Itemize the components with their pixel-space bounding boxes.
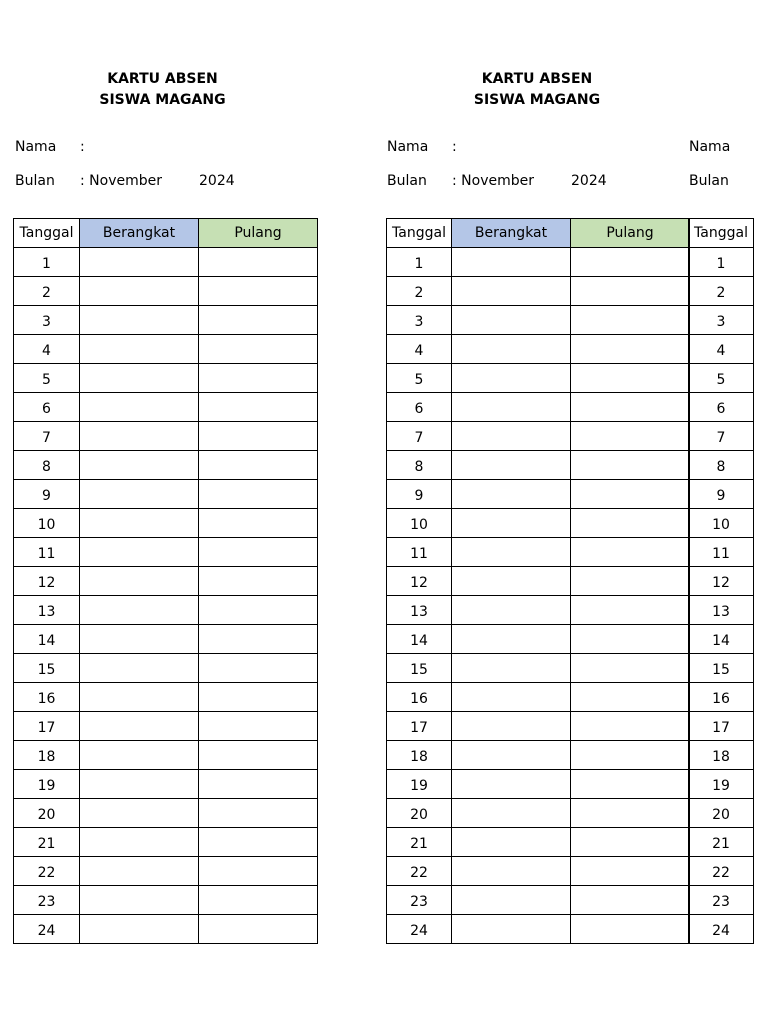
card2-title-line1: KARTU ABSEN [481,71,593,87]
berangkat-cell[interactable] [80,886,199,915]
table-row [14,451,318,480]
date-cell: 15 [689,654,754,683]
table-row [14,538,318,567]
date-cell: 21 [14,828,80,857]
table-row [689,422,754,451]
berangkat-cell[interactable] [452,451,571,480]
pulang-cell[interactable] [571,799,690,828]
berangkat-cell[interactable] [80,654,199,683]
table-row [387,422,690,451]
berangkat-cell[interactable] [452,857,571,886]
date-cell: 22 [387,857,452,886]
table-row [14,828,318,857]
table-row [387,828,690,857]
berangkat-cell[interactable] [452,683,571,712]
berangkat-cell[interactable] [80,480,199,509]
pulang-cell[interactable] [571,567,690,596]
date-cell: 7 [689,422,754,451]
card2-title [442,69,632,111]
pulang-cell[interactable] [571,451,690,480]
date-cell: 2 [689,277,754,306]
date-cell: 13 [387,596,452,625]
pulang-cell[interactable] [571,741,690,770]
date-cell: 4 [387,335,452,364]
table-row [689,480,754,509]
header-berangkat: Berangkat [80,219,199,248]
date-cell: 21 [689,828,754,857]
table-row [387,393,690,422]
date-cell: 7 [387,422,452,451]
table-row [689,741,754,770]
date-cell: 1 [14,248,80,277]
date-cell: 4 [689,335,754,364]
pulang-cell[interactable] [199,712,318,741]
date-cell: 19 [387,770,452,799]
table-row [387,248,690,277]
berangkat-cell[interactable] [452,654,571,683]
pulang-cell[interactable] [571,770,690,799]
date-cell: 12 [689,567,754,596]
table-row [689,248,754,277]
pulang-cell[interactable] [571,393,690,422]
table-row [14,480,318,509]
berangkat-cell[interactable] [452,335,571,364]
pulang-cell[interactable] [571,654,690,683]
berangkat-cell[interactable] [452,364,571,393]
table-row [387,335,690,364]
pulang-cell[interactable] [571,712,690,741]
table-row [689,886,754,915]
header-pulang: Pulang [571,219,690,248]
pulang-cell[interactable] [571,596,690,625]
table-row [689,335,754,364]
table-row [387,683,690,712]
berangkat-cell[interactable] [80,799,199,828]
berangkat-cell[interactable] [452,741,571,770]
table-row [14,422,318,451]
pulang-cell[interactable] [571,480,690,509]
date-cell: 17 [14,712,80,741]
header-berangkat: Berangkat [452,219,571,248]
table-row [689,306,754,335]
pulang-cell[interactable] [571,857,690,886]
date-cell: 15 [14,654,80,683]
table-row [14,625,318,654]
date-cell: 7 [14,422,80,451]
date-cell: 10 [14,509,80,538]
berangkat-cell[interactable] [80,770,199,799]
date-cell: 5 [387,364,452,393]
date-cell: 8 [387,451,452,480]
table-row [689,857,754,886]
table-row [14,393,318,422]
date-cell: 17 [689,712,754,741]
date-cell: 5 [689,364,754,393]
pulang-cell[interactable] [199,799,318,828]
berangkat-cell[interactable] [452,248,571,277]
berangkat-cell[interactable] [80,625,199,654]
pulang-cell[interactable] [199,741,318,770]
table-row [14,886,318,915]
table-row [689,451,754,480]
date-cell: 16 [689,683,754,712]
pulang-cell[interactable] [199,422,318,451]
table-row [689,538,754,567]
card3-bulan-label: Bulan [689,173,729,189]
table-row [387,712,690,741]
berangkat-cell[interactable] [452,625,571,654]
berangkat-cell[interactable] [452,480,571,509]
pulang-cell[interactable] [199,509,318,538]
date-cell: 14 [387,625,452,654]
pulang-cell[interactable] [571,683,690,712]
date-cell: 20 [14,799,80,828]
table-row [14,509,318,538]
table-row [14,248,318,277]
berangkat-cell[interactable] [452,277,571,306]
date-cell: 13 [14,596,80,625]
berangkat-cell[interactable] [452,422,571,451]
pulang-cell[interactable] [199,828,318,857]
date-cell: 17 [387,712,452,741]
card2-bulan-value: : November [452,173,534,189]
table-row [689,828,754,857]
table-row [14,857,318,886]
pulang-cell[interactable] [199,567,318,596]
card1-attendance-table [13,218,318,944]
table-row [387,654,690,683]
table-row [387,886,690,915]
card2-year: 2024 [571,173,607,189]
date-cell: 2 [14,277,80,306]
date-cell: 10 [387,509,452,538]
date-cell: 18 [689,741,754,770]
table-row [689,509,754,538]
pulang-cell[interactable] [199,857,318,886]
date-cell: 23 [14,886,80,915]
berangkat-cell[interactable] [452,915,571,944]
table-row [689,712,754,741]
date-cell: 3 [689,306,754,335]
date-cell: 23 [689,886,754,915]
pulang-cell[interactable] [571,422,690,451]
date-cell: 16 [387,683,452,712]
header-pulang: Pulang [199,219,318,248]
table-row [689,567,754,596]
date-cell: 6 [14,393,80,422]
berangkat-cell[interactable] [452,567,571,596]
table-row [14,306,318,335]
table-row [14,277,318,306]
table-row [14,770,318,799]
pulang-cell[interactable] [199,306,318,335]
table-row [387,364,690,393]
berangkat-cell[interactable] [80,828,199,857]
table-row [387,538,690,567]
date-cell: 19 [14,770,80,799]
berangkat-cell[interactable] [80,915,199,944]
pulang-cell[interactable] [571,509,690,538]
table-row [387,625,690,654]
berangkat-cell[interactable] [452,393,571,422]
berangkat-cell[interactable] [80,393,199,422]
pulang-cell[interactable] [199,393,318,422]
table-row [689,683,754,712]
berangkat-cell[interactable] [452,712,571,741]
pulang-cell[interactable] [199,654,318,683]
pulang-cell[interactable] [199,683,318,712]
berangkat-cell[interactable] [80,277,199,306]
table-row [689,393,754,422]
card3-nama-label: Nama [689,139,731,155]
date-cell: 8 [14,451,80,480]
berangkat-cell[interactable] [452,886,571,915]
berangkat-cell[interactable] [80,422,199,451]
berangkat-cell[interactable] [452,596,571,625]
date-cell: 12 [14,567,80,596]
berangkat-cell[interactable] [80,712,199,741]
berangkat-cell[interactable] [80,683,199,712]
table-row [14,741,318,770]
berangkat-cell[interactable] [452,306,571,335]
card3-attendance-table [688,218,754,944]
table-row [387,857,690,886]
card2-attendance-table [386,218,690,944]
table-row [14,712,318,741]
date-cell: 12 [387,567,452,596]
berangkat-cell[interactable] [80,741,199,770]
pulang-cell[interactable] [199,625,318,654]
berangkat-cell[interactable] [80,451,199,480]
table-row [689,770,754,799]
berangkat-cell[interactable] [80,335,199,364]
pulang-cell[interactable] [199,277,318,306]
pulang-cell[interactable] [199,451,318,480]
table-row [14,654,318,683]
pulang-cell[interactable] [571,248,690,277]
date-cell: 24 [14,915,80,944]
table-row [689,654,754,683]
header-tanggal: Tanggal [689,219,754,248]
date-cell: 22 [689,857,754,886]
date-cell: 1 [387,248,452,277]
table-row [387,915,690,944]
card1-year: 2024 [199,173,235,189]
date-cell: 9 [689,480,754,509]
date-cell: 11 [14,538,80,567]
table-row [689,596,754,625]
table-row [387,799,690,828]
pulang-cell[interactable] [571,625,690,654]
table-row [387,480,690,509]
table-row [689,799,754,828]
table-row [387,306,690,335]
date-cell: 22 [14,857,80,886]
date-cell: 18 [387,741,452,770]
date-cell: 11 [689,538,754,567]
card1-nama-label: Nama [15,139,57,155]
pulang-cell[interactable] [199,770,318,799]
card1-title-line1: KARTU ABSEN [107,71,218,87]
date-cell: 20 [689,799,754,828]
date-cell: 1 [689,248,754,277]
berangkat-cell[interactable] [80,567,199,596]
card2-title-line2: SISWA MAGANG [473,92,601,108]
pulang-cell[interactable] [199,364,318,393]
pulang-cell[interactable] [199,915,318,944]
pulang-cell[interactable] [199,886,318,915]
date-cell: 14 [14,625,80,654]
berangkat-cell[interactable] [80,538,199,567]
date-cell: 10 [689,509,754,538]
header-tanggal: Tanggal [14,219,80,248]
berangkat-cell[interactable] [80,248,199,277]
date-cell: 11 [387,538,452,567]
table-row [387,770,690,799]
date-cell: 6 [689,393,754,422]
berangkat-cell[interactable] [80,509,199,538]
berangkat-cell[interactable] [80,364,199,393]
date-cell: 6 [387,393,452,422]
berangkat-cell[interactable] [452,509,571,538]
card1-nama-colon: : [80,139,85,155]
table-row [689,625,754,654]
pulang-cell[interactable] [571,364,690,393]
table-row [387,596,690,625]
card2-bulan-label: Bulan [387,173,427,189]
berangkat-cell[interactable] [80,306,199,335]
berangkat-cell[interactable] [452,538,571,567]
pulang-cell[interactable] [571,306,690,335]
table-row [14,596,318,625]
date-cell: 2 [387,277,452,306]
table-row [14,683,318,712]
table-row [387,741,690,770]
berangkat-cell[interactable] [452,828,571,857]
pulang-cell[interactable] [571,915,690,944]
date-cell: 16 [14,683,80,712]
date-cell: 3 [14,306,80,335]
pulang-cell[interactable] [571,886,690,915]
date-cell: 14 [689,625,754,654]
card1-title-line2: SISWA MAGANG [99,92,226,108]
card1-bulan-label: Bulan [15,173,55,189]
date-cell: 23 [387,886,452,915]
date-cell: 24 [387,915,452,944]
card2-nama-colon: : [452,139,457,155]
berangkat-cell[interactable] [80,596,199,625]
pulang-cell[interactable] [199,538,318,567]
date-cell: 20 [387,799,452,828]
table-row [14,915,318,944]
header-tanggal: Tanggal [387,219,452,248]
date-cell: 3 [387,306,452,335]
table-row [14,799,318,828]
table-row [387,451,690,480]
table-row [387,509,690,538]
table-row [14,335,318,364]
pulang-cell[interactable] [199,596,318,625]
pulang-cell[interactable] [199,480,318,509]
pulang-cell[interactable] [571,538,690,567]
date-cell: 9 [14,480,80,509]
berangkat-cell[interactable] [452,770,571,799]
card1-bulan-value: : November [80,173,162,189]
pulang-cell[interactable] [571,335,690,364]
table-row [387,567,690,596]
table-row [14,567,318,596]
date-cell: 4 [14,335,80,364]
date-cell: 5 [14,364,80,393]
date-cell: 15 [387,654,452,683]
berangkat-cell[interactable] [452,799,571,828]
date-cell: 9 [387,480,452,509]
table-row [387,277,690,306]
date-cell: 8 [689,451,754,480]
card1-title [70,69,255,111]
date-cell: 21 [387,828,452,857]
date-cell: 13 [689,596,754,625]
table-row [689,364,754,393]
table-row [689,277,754,306]
berangkat-cell[interactable] [80,857,199,886]
pulang-cell[interactable] [571,277,690,306]
date-cell: 19 [689,770,754,799]
card2-nama-label: Nama [387,139,429,155]
pulang-cell[interactable] [199,335,318,364]
pulang-cell[interactable] [199,248,318,277]
date-cell: 18 [14,741,80,770]
table-row [14,364,318,393]
date-cell: 24 [689,915,754,944]
table-row [689,915,754,944]
pulang-cell[interactable] [571,828,690,857]
